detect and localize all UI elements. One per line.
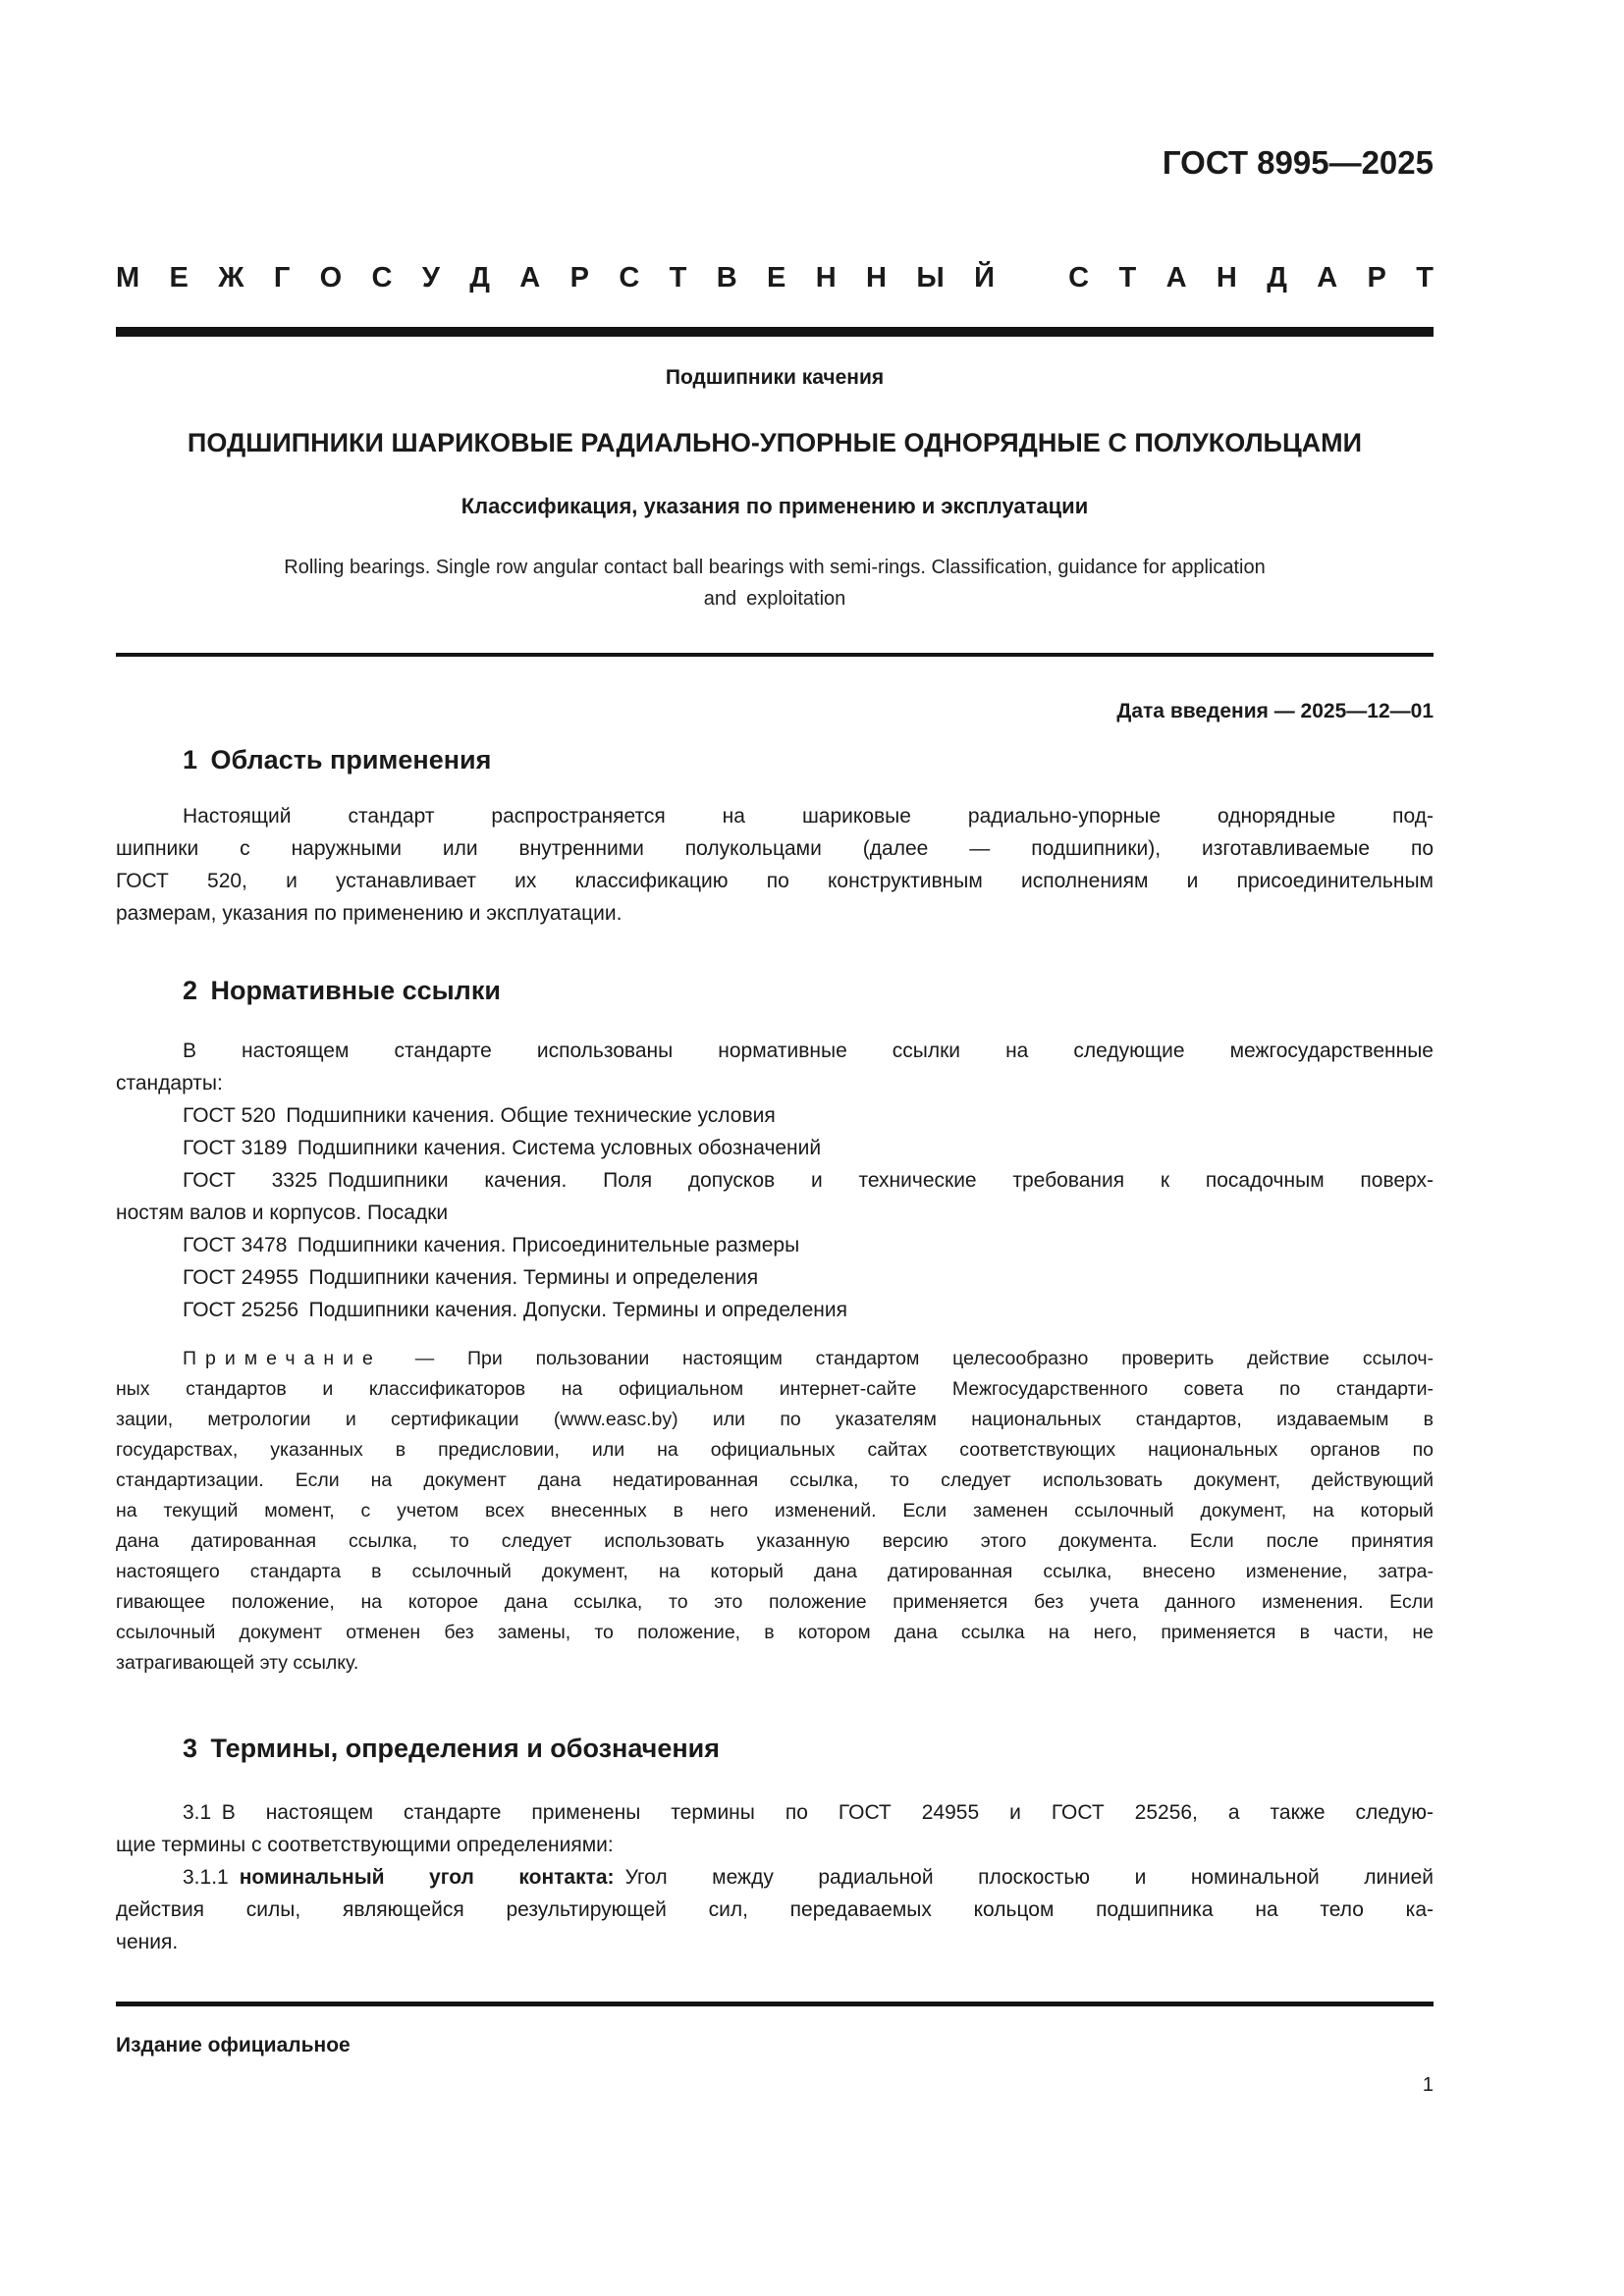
title-separator-rule [116,653,1434,657]
term-definition-paragraph [116,1861,1434,1958]
text-line: стандартизации. Если на документ дана недатированная ссылка, то следует использовать документ, действующий [116,1469,1434,1491]
note-paragraph [116,1344,1434,1679]
ref-item: ГОСТ 3478 Подшипники качения. Присоединительные размеры [183,1234,800,1256]
term-name: номинальный угол контакта: [239,1866,615,1889]
banner-underline-bar [116,327,1434,337]
ref-item: ГОСТ 3325 Подшипники качения. Поля допусков и технические требования к посадочным поверх- [183,1169,1434,1192]
text-line: настоящего стандарта в ссылочный документ, на который дана датированная ссылка, внесено изменение, затра- [116,1561,1434,1582]
title-subtitle: Классификация, указания по применению и эксплуатации [460,494,1089,518]
section-heading-scope: 1 Область применения [183,745,492,774]
text-line: гивающее положение, на которое дана ссылка, то это положение применяется без учета данного изменения. Если [116,1591,1434,1613]
doc-number: ГОСТ 8995—2025 [1162,144,1434,181]
title-main: ПОДШИПНИКИ ШАРИКОВЫЕ РАДИАЛЬНО-УПОРНЫЕ ОДНОРЯДНЫЕ С ПОЛУКОЛЬЦАМИ [187,428,1363,457]
text-line: В настоящем стандарте использованы нормативные ссылки на следующие межгосударственные [183,1040,1434,1062]
title-english-line1: Rolling bearings. Single row angular contact ball bearings with semi-rings. Classification, guidance for application [284,557,1266,578]
footer-rule [116,2002,1434,2006]
term-definition-first-line [116,1861,1434,1894]
text-line: Настоящий стандарт распространяется на шариковые радиально-упорные однорядные под- [183,805,1434,828]
text-line: дана датированная ссылка, то следует использовать указанную версию этого документа. Если после принятия [116,1530,1434,1552]
text-line: ссылочный документ отменен без замены, то положение, в котором дана ссылка на него, применяется в части, не [116,1622,1434,1643]
text-line: ных стандартов и классификаторов на официальном интернет-сайте Межгосударственного совета по стандарти- [116,1378,1434,1400]
text-line: щие термины с соответствующими определениями: [116,1834,614,1856]
text-line: действия силы, являющейся результирующей сил, передаваемых кольцом подшипника на тело ка- [116,1898,1434,1921]
terms-intro-paragraph [116,1796,1434,1861]
ref-item: ГОСТ 520 Подшипники качения. Общие технические условия [183,1104,776,1127]
text-line: чения. [116,1931,179,1953]
edition-note: Издание официальное [116,2034,351,2056]
text-line: 3.1 В настоящем стандарте применены термины по ГОСТ 24955 и ГОСТ 25256, а также следую- [183,1801,1434,1824]
normative-refs-intro [116,1035,1434,1099]
normative-refs-list [116,1099,1434,1326]
note-label: Примечание [183,1348,382,1369]
text-line: шипники с наружными или внутренними полукольцами (далее — подшипники), изготавливаемые по [116,837,1434,860]
section-heading-terms: 3 Термины, определения и обозначения [183,1734,721,1763]
text-line: на текущий момент, с учетом всех внесенных в него изменений. Если заменен ссылочный документ, на который [116,1500,1434,1522]
text-line: зации, метрологии и сертификации (www.easc.by) или по указателям национальных стандартов, издаваемым в [116,1409,1434,1430]
note-text: — При пользовании настоящим стандартом целесообразно проверить действие ссылоч- [381,1348,1434,1369]
text-line: затрагивающей эту ссылку. [116,1652,359,1674]
section-heading-normative-refs: 2 Нормативные ссылки [183,976,501,1005]
ref-item: ГОСТ 24955 Подшипники качения. Термины и определения [183,1266,759,1289]
term-definition-text: Угол между радиальной плоскостью и номинальной линией [624,1866,1434,1889]
text-line: размерам, указания по применению и эксплуатации. [116,902,623,925]
page-number: 1 [1422,2074,1434,2096]
ref-item: ГОСТ 25256 Подшипники качения. Допуски. Термины и определения [183,1299,847,1321]
effective-date: Дата введения — 2025—12—01 [1116,700,1434,722]
note-first-line [116,1344,1434,1374]
term-number: 3.1.1 [183,1866,229,1889]
scope-paragraph [116,800,1434,930]
text-line: ГОСТ 520, и устанавливает их классификацию по конструктивным исполнениям и присоединительным [116,870,1434,892]
title-english [116,552,1434,614]
title-group: Подшипники качения [665,366,885,389]
standard-type-banner: М Е Ж Г О С У Д А Р С Т В Е Н Н Ы Й С Т А Н Д А Р Т [116,262,1434,294]
ref-item: ГОСТ 3189 Подшипники качения. Система условных обозначений [183,1137,822,1159]
ref-item-continuation: ностям валов и корпусов. Посадки [116,1201,449,1224]
text-line: государствах, указанных в предисловии, или на официальных сайтах соответствующих национальных органов по [116,1439,1434,1461]
title-english-line2: and exploitation [703,588,846,610]
text-line: стандарты: [116,1072,223,1095]
